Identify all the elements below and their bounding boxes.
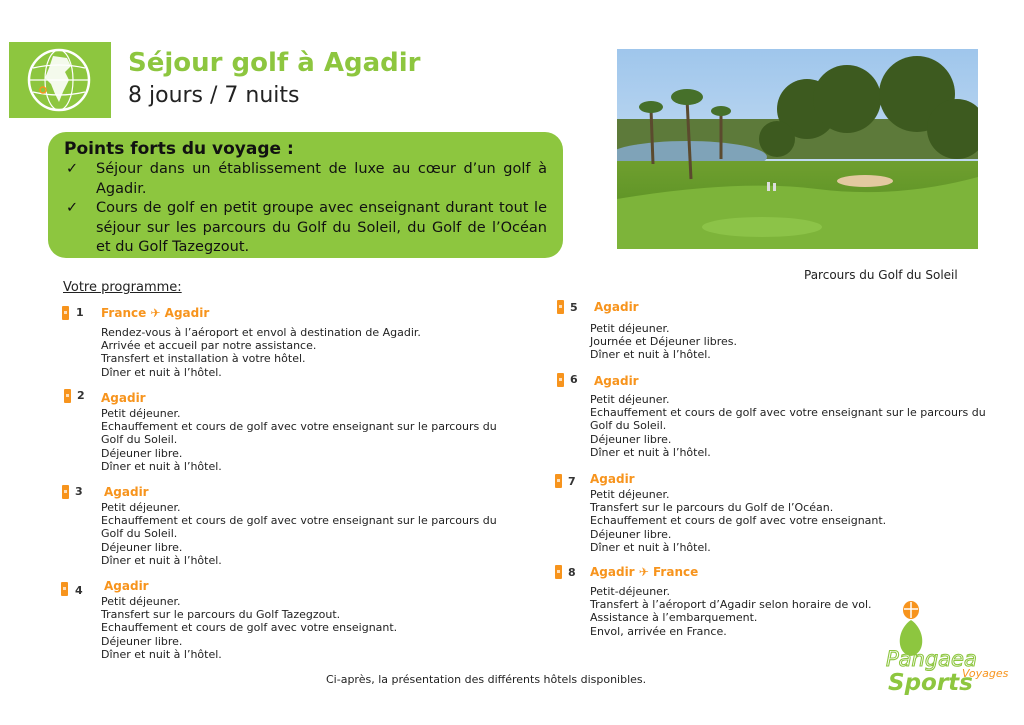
- day-title: Agadir: [104, 485, 149, 499]
- day-line: Dîner et nuit à l’hôtel.: [101, 647, 222, 661]
- pangaea-sports-logo: [884, 596, 1014, 696]
- day-line: Petit-déjeuner.: [590, 585, 670, 598]
- day-line: Petit déjeuner.: [101, 407, 181, 420]
- day-line: Petit déjeuner.: [101, 501, 181, 514]
- day-marker-icon: [62, 485, 69, 499]
- day-line: Echauffement et cours de golf avec votre enseignant sur le parcours du Golf du Soleil.: [590, 406, 986, 433]
- logo-figure-icon: [884, 596, 1014, 696]
- day-marker-icon: [557, 300, 564, 314]
- highlight-text: Séjour dans un établissement de luxe au cœur d’un golf à Agadir.: [96, 161, 547, 197]
- day-line: Déjeuner libre.: [590, 527, 672, 541]
- globe-icon: [23, 46, 95, 114]
- day-line: Petit déjeuner.: [590, 488, 670, 501]
- day-line: Transfert à l’aéroport d’Agadir selon horaire de vol.: [590, 598, 872, 612]
- day-number: 6: [570, 373, 578, 386]
- day-description: [101, 326, 521, 379]
- page-title: Séjour golf à Agadir: [128, 48, 421, 78]
- day-title: Agadir: [594, 374, 639, 388]
- day-marker-icon: [555, 565, 562, 579]
- photo-caption: Parcours du Golf du Soleil: [804, 268, 958, 282]
- day-marker-icon: [64, 389, 71, 403]
- day-title: Agadir: [590, 472, 635, 486]
- day-line: Petit déjeuner.: [590, 393, 670, 406]
- highlight-item: [64, 199, 547, 258]
- day-title: Agadir: [101, 391, 146, 405]
- day-marker-icon: [61, 582, 68, 596]
- logo-brand-bottom: Sports: [888, 670, 973, 696]
- golf-course-photo: [617, 49, 978, 249]
- day-line: Echauffement et cours de golf avec votre enseignant sur le parcours du Golf du Soleil.: [101, 514, 497, 541]
- day-line: Petit déjeuner.: [101, 595, 181, 608]
- page-subtitle: 8 jours / 7 nuits: [128, 83, 300, 108]
- day-description: [590, 393, 990, 459]
- highlight-text: Cours de golf en petit groupe avec enseignant durant tout le séjour sur les parcours du Golf du Soleil, du Golf de l’Océan et du Golf Tazegzout.: [96, 200, 547, 255]
- day-line: Dîner et nuit à l’hôtel.: [590, 445, 711, 459]
- day-description: [101, 407, 521, 473]
- day-number: 7: [568, 475, 576, 488]
- logo-brand-voyages: Voyages: [962, 667, 1009, 680]
- day-line: Envol, arrivée en France.: [590, 624, 727, 638]
- day-description: [101, 501, 521, 567]
- day-line: Echauffement et cours de golf avec votre enseignant.: [590, 514, 887, 528]
- day-line: Dîner et nuit à l’hôtel.: [101, 459, 222, 473]
- day-number: 2: [77, 389, 85, 402]
- day-line: Assistance à l’embarquement.: [590, 611, 758, 625]
- day-line: Transfert sur le parcours du Golf de l’Océan.: [590, 501, 834, 515]
- day-number: 5: [570, 301, 578, 314]
- day-line: Echauffement et cours de golf avec votre enseignant.: [101, 621, 398, 635]
- day-line: Transfert sur le parcours du Golf Tazegzout.: [101, 608, 341, 622]
- day-line: Déjeuner libre.: [590, 432, 672, 446]
- footer-note: Ci-après, la présentation des différents hôtels disponibles.: [326, 673, 647, 686]
- day-line: Journée et Déjeuner libres.: [590, 335, 738, 349]
- day-number: 4: [75, 584, 83, 597]
- day-description: [590, 322, 990, 362]
- day-title: Agadir: [594, 300, 639, 314]
- day-marker-icon: [557, 373, 564, 387]
- day-marker-icon: [62, 306, 69, 320]
- highlights-heading: Points forts du voyage :: [64, 139, 294, 159]
- day-line: Dîner et nuit à l’hôtel.: [101, 553, 222, 567]
- highlight-item: [64, 160, 547, 199]
- day-line: Déjeuner libre.: [101, 634, 183, 648]
- day-line: Dîner et nuit à l’hôtel.: [590, 348, 711, 362]
- day-line: Déjeuner libre.: [101, 540, 183, 554]
- day-number: 1: [76, 306, 84, 319]
- day-description: [101, 595, 521, 661]
- highlights-box: [48, 132, 563, 258]
- check-icon: ✓: [66, 161, 79, 177]
- day-number: 8: [568, 566, 576, 579]
- day-line: Dîner et nuit à l’hôtel.: [590, 540, 711, 554]
- day-line: Rendez-vous à l’aéroport et envol à destination de Agadir.: [101, 326, 421, 339]
- globe-logo-box: [9, 42, 111, 118]
- day-line: Petit déjeuner.: [590, 322, 670, 335]
- day-number: 3: [75, 485, 83, 498]
- programme-label: Votre programme:: [63, 280, 182, 295]
- day-line: Transfert et installation à votre hôtel.: [101, 352, 306, 366]
- day-description: [590, 488, 990, 554]
- day-marker-icon: [555, 474, 562, 488]
- day-line: Echauffement et cours de golf avec votre enseignant sur le parcours du Golf du Soleil.: [101, 420, 497, 447]
- day-title: Agadir ✈ France: [590, 565, 699, 579]
- day-line: Dîner et nuit à l’hôtel.: [101, 365, 222, 379]
- logo-brand-top: Pangaea: [886, 647, 977, 671]
- day-line: Arrivée et accueil par notre assistance.: [101, 339, 317, 353]
- day-line: Déjeuner libre.: [101, 446, 183, 460]
- day-title: Agadir: [104, 579, 149, 593]
- day-title: France ✈ Agadir: [101, 306, 210, 320]
- check-icon: ✓: [66, 200, 79, 216]
